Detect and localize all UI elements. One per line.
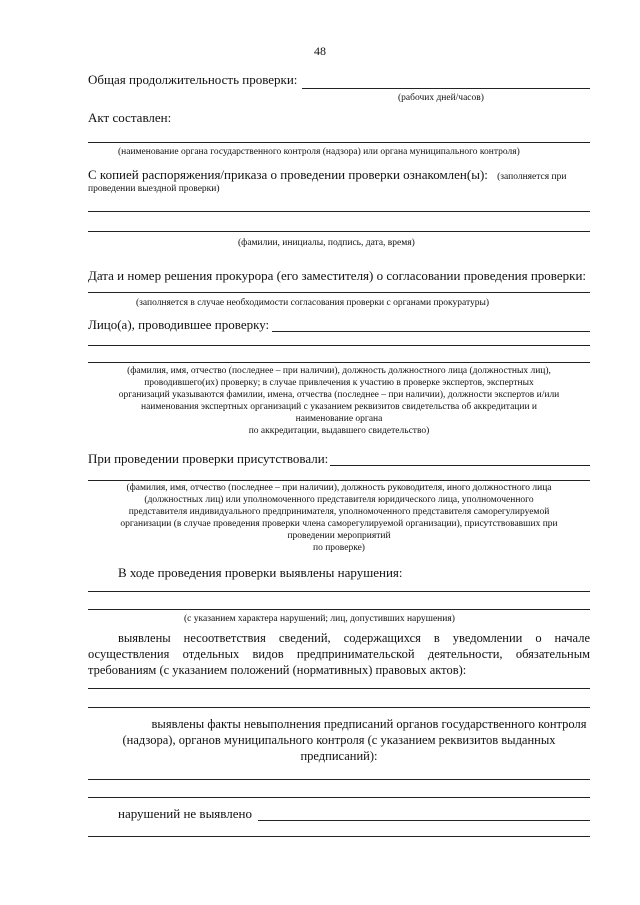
prosecutor-field-line[interactable] xyxy=(88,292,590,293)
no-violations-field-line-1[interactable] xyxy=(258,820,590,821)
copy-caption: (фамилии, инициалы, подпись, дата, время) xyxy=(238,238,415,248)
violations-caption: (с указанием характера нарушений; лиц, допустивших нарушения) xyxy=(184,614,455,624)
prescriptions-field-line-2[interactable] xyxy=(88,797,590,798)
copy-note: (заполняется при xyxy=(497,172,567,182)
inconsistencies-line: выявлены несоответствия сведений, содержащихся в уведомлении о начале xyxy=(118,631,590,645)
inspector-field-line-2[interactable] xyxy=(88,345,590,346)
present-field-line-2[interactable] xyxy=(88,480,590,481)
inspector-field-line-3[interactable] xyxy=(88,362,590,363)
act-field-line[interactable] xyxy=(88,142,590,143)
prescriptions-field-line-1[interactable] xyxy=(88,779,590,780)
inspector-caption-line: наименования экспертных организаций с указанием реквизитов свидетельства об аккредитации и xyxy=(140,402,537,412)
inspector-caption-line: наименование органа xyxy=(295,414,383,424)
prescriptions-line: предписаний): xyxy=(300,749,378,763)
present-field-line-1[interactable] xyxy=(330,465,590,466)
inspector-caption-line: по аккредитации, выдавшего свидетельство) xyxy=(248,426,430,436)
duration-label: Общая продолжительность проверки: xyxy=(88,72,298,87)
inspector-caption-line: (фамилия, имя, отчество (последнее – при наличии), должность должностного лица (должностных лиц), xyxy=(127,366,551,376)
copy-note-cont: проведении выездной проверки) xyxy=(88,184,220,194)
duration-caption: (рабочих дней/часов) xyxy=(398,93,484,103)
prosecutor-caption: (заполняется в случае необходимости согласования проверки с органами прокуратуры) xyxy=(136,298,490,308)
inspector-caption-line: проводившего(их) проверку; в случае привлечения к участию в проверке экспертов, экспертных xyxy=(144,378,534,388)
no-violations-label: нарушений не выявлено xyxy=(118,806,252,821)
copy-field-line-2[interactable] xyxy=(88,231,590,232)
present-caption-line: представителя индивидуального предпринимателя, уполномоченного представителя саморегулируемой xyxy=(128,507,550,517)
prosecutor-text: Дата и номер решения прокурора (его заместителя) о согласовании проведения проверки: xyxy=(88,268,587,283)
present-caption xyxy=(88,482,590,554)
present-caption-line: проведении мероприятий xyxy=(287,531,391,541)
inconsistencies-field-line-1[interactable] xyxy=(88,688,590,689)
prescriptions-text xyxy=(88,716,590,764)
violations-heading: В ходе проведения проверки выявлены нарушения: xyxy=(118,565,403,580)
violations-field-line-1[interactable] xyxy=(88,591,590,592)
violations-field-line-2[interactable] xyxy=(88,609,590,610)
inconsistencies-text xyxy=(88,630,590,678)
inconsistencies-line: требованиям (с указанием положений (нормативных) правовых актов): xyxy=(88,663,467,677)
present-caption-line: (фамилия, имя, отчество (последнее – при наличии), должность руководителя, иного должностного лица xyxy=(126,483,552,493)
act-label: Акт составлен: xyxy=(88,110,172,125)
present-caption-line: по проверке) xyxy=(313,543,365,553)
present-label: При проведении проверки присутствовали: xyxy=(88,451,329,466)
page-number: 48 xyxy=(314,44,326,58)
copy-text-main: С копией распоряжения/приказа о проведении проверки ознакомлен(ы): xyxy=(88,167,488,182)
inconsistencies-line: осуществления отдельных видов предпринимательской деятельности, обязательным xyxy=(88,647,590,661)
prescriptions-line: выявлены факты невыполнения предписаний органов государственного контроля xyxy=(151,717,587,731)
no-violations-field-line-2[interactable] xyxy=(88,836,590,837)
copy-field-line-1[interactable] xyxy=(88,211,590,212)
inspector-label: Лицо(а), проводившее проверку: xyxy=(88,317,270,332)
prescriptions-line: (надзора), органов муниципального контроля (с указанием реквизитов выданных xyxy=(122,733,556,747)
act-caption: (наименование органа государственного контроля (надзора) или органа муниципального контроля) xyxy=(118,147,520,157)
inspector-caption-line: организаций указываются фамилии, имена, отчества (последнее – при наличии), должности экспертов и/или xyxy=(118,390,560,400)
inspector-caption xyxy=(88,365,590,437)
inspector-field-line-1[interactable] xyxy=(272,331,590,332)
duration-field-line[interactable] xyxy=(302,88,590,89)
present-caption-line: (должностных лиц) или уполномоченного представителя юридического лица, уполномоченного xyxy=(144,495,534,505)
present-caption-line: организации (в случае проведения проверки члена саморегулируемой организации), присутствовавших при xyxy=(120,519,558,529)
inconsistencies-field-line-2[interactable] xyxy=(88,707,590,708)
